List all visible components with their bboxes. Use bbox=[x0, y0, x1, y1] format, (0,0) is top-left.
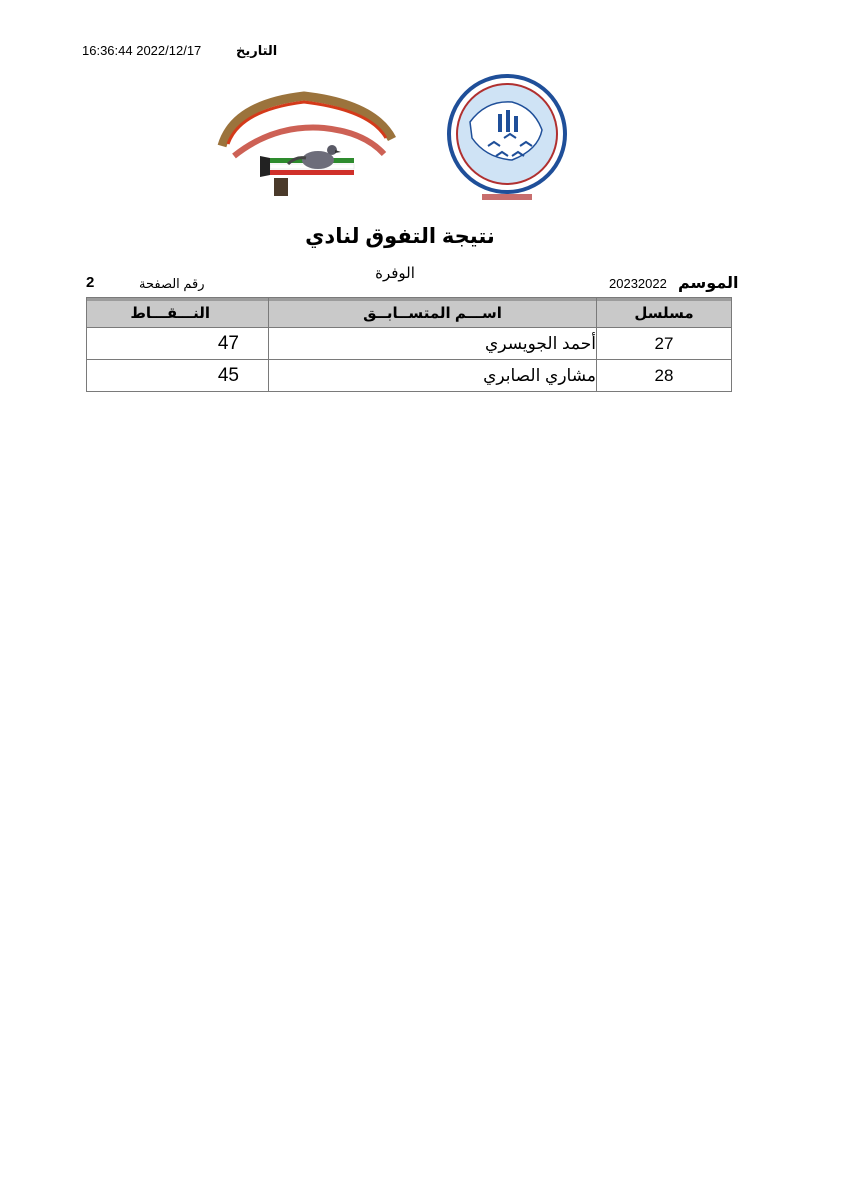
page-number-label: رقم الصفحة bbox=[139, 276, 205, 291]
report-title: نتيجة التفوق لنادي bbox=[305, 225, 495, 248]
federation-logo-icon bbox=[442, 72, 572, 206]
table-row bbox=[87, 328, 732, 360]
page-number-value: 2 bbox=[86, 274, 95, 291]
results-table bbox=[86, 297, 732, 392]
serial-column-header: مسلسل bbox=[597, 298, 732, 328]
season-label: الموسم bbox=[678, 275, 739, 292]
club-name: الوفرة bbox=[375, 265, 415, 282]
name-column-header: اســـم المتســابــق bbox=[269, 298, 597, 328]
date-label: التاريخ bbox=[236, 43, 278, 58]
points-cell bbox=[87, 360, 269, 392]
date-value: 16:36:44 2022/12/17 bbox=[82, 43, 202, 58]
serial-cell: 28 bbox=[597, 360, 732, 392]
points-value: 45 bbox=[217, 364, 239, 386]
season-value: 20232022 bbox=[609, 276, 667, 291]
points-cell bbox=[87, 328, 269, 360]
table-header-row bbox=[87, 298, 732, 328]
club-logo-icon bbox=[214, 84, 400, 196]
serial-cell: 27 bbox=[597, 328, 732, 360]
name-cell: أحمد الجويسري bbox=[269, 328, 597, 360]
name-cell: مشاري الصابري bbox=[269, 360, 597, 392]
points-value: 47 bbox=[217, 332, 239, 354]
table-row bbox=[87, 360, 732, 392]
points-column-header: النـــقـــاط bbox=[87, 298, 269, 328]
